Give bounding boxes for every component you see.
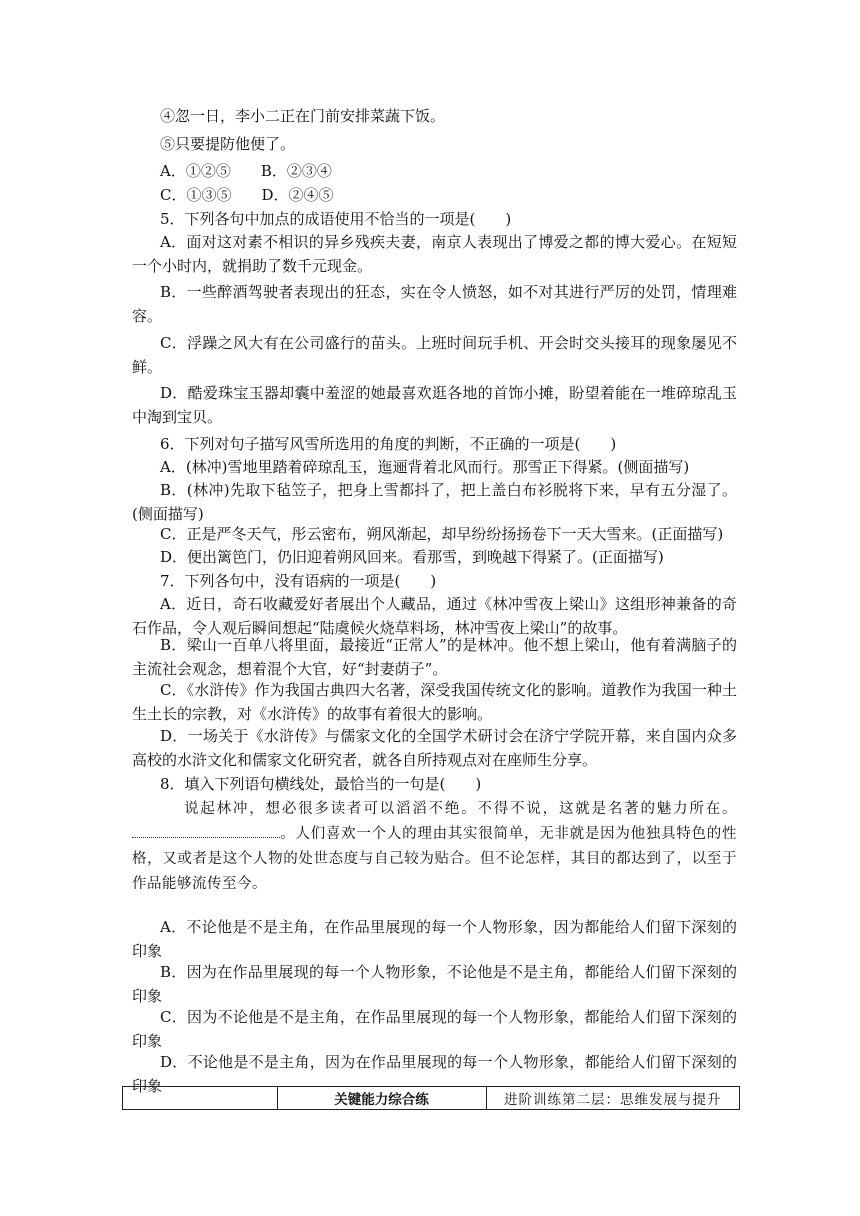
footer-level-label: 进阶训练第二层：思维发展与提升 [486,1087,739,1110]
q7-stem: 7．下列各句中，没有语病的一项是( ) [160,572,437,590]
q8-passage [132,797,737,897]
q8-option-d: D．不论他是不是主角，因为在作品里展现的每一个人物形象，都能给人们留下深刻的印象 [132,1053,737,1095]
q6-option-c: C．正是严冬天气，彤云密布，朔风渐起，却早纷纷扬扬卷下一天大雪来。(正面描写) [160,525,724,543]
q8-passage-start: 说起林冲，想必很多读者可以滔滔不绝。不得不说，这就是名著的魅力所在。 [184,801,737,817]
q6-option-d: D．便出篱笆门，仍旧迎着朔风回来。看那雪，到晚越下得紧了。(正面描写) [160,548,664,566]
q6-stem: 6．下列对句子描写风雪所选用的角度的判断，不正确的一项是( ) [160,435,617,453]
q5-stem: 5．下列各句中加点的成语使用不恰当的一项是( ) [160,210,512,228]
q7-option-a: A．近日，奇石收藏爱好者展出个人藏品，通过《林冲雪夜上梁山》这组形神兼备的奇石作品，令人观后瞬间想起“陆虞候火烧草料场，林冲雪夜上梁山”的故事。 [132,595,737,637]
q7-option-b: B．梁山一百单八将里面，最接近“正常人”的是林冲。他不想上梁山，他有着满脑子的主流社会观念，想着混个大官，好“封妻荫子”。 [132,636,737,678]
q8-option-a: A．不论他是不是主角，在作品里展现的每一个人物形象，因为都能给人们留下深刻的印象 [132,918,737,960]
q5-option-a: A．面对这对素不相识的异乡残疾夫妻，南京人表现出了博爱之都的博大爱心。在短短一个小时内，就捐助了数千元现金。 [132,233,737,275]
q4-option-cd: C．①③⑤ D．②④⑤ [160,186,334,204]
q8-stem: 8．填入下列语句横线处，最恰当的一句是( ) [160,775,482,793]
q8-option-c: C．因为不论他是不是主角，在作品里展现的每一个人物形象，都能给人们留下深刻的印象 [132,1008,737,1050]
q4-item-5: ⑤只要提防他便了。 [160,135,296,153]
q5-option-d: D．酷爱珠宝玉器却囊中羞涩的她最喜欢逛各地的首饰小摊，盼望着能在一堆碎琼乱玉中淘到宝贝。 [132,384,737,426]
q4-item-4: ④忽一日，李小二正在门前安排菜蔬下饭。 [160,107,446,125]
q6-option-a: A．(林冲)雪地里踏着碎琼乱玉，迤逦背着北风而行。那雪正下得紧。(侧面描写) [160,458,690,476]
q7-option-c: C．《水浒传》作为我国古典四大名著，深受我国传统文化的影响。道教作为我国一种土生土长的宗教，对《水浒传》的故事有着很大的影响。 [132,681,737,723]
section-footer-table [122,1086,740,1110]
q7-option-d: D．一场关于《水浒传》与儒家文化的全国学术研讨会在济宁学院开幕，来自国内众多高校的水浒文化和儒家文化研究者，就各自所持观点对在座师生分享。 [132,727,737,769]
q4-option-ab: A．①②⑤ B．②③④ [160,162,332,180]
q8-passage-end: 。人们喜欢一个人的理由其实很简单，无非就是因为他独具特色的性格，又或者是这个人物的处世态度与自己较为贴合。但不论怎样，其目的都达到了，以至于作品能够流传至今。 [132,826,737,892]
q8-option-b: B．因为在作品里展现的每一个人物形象，不论他是不是主角，都能给人们留下深刻的印象 [132,963,737,1005]
footer-section-title: 关键能力综合练 [277,1087,486,1110]
q6-option-b: B．(林冲)先取下毡笠子，把身上雪都抖了，把上盖白布衫脱将下来，早有五分湿了。(侧面描写) [132,481,737,523]
q8-blank [132,823,280,838]
q5-option-b: B．一些醉酒驾驶者表现出的狂态，实在令人愤怒，如不对其进行严厉的处罚，情理难容。 [132,283,737,325]
q5-option-c: C．浮躁之风大有在公司盛行的苗头。上班时间玩手机、开会时交头接耳的现象屡见不鲜。 [132,334,737,376]
footer-cell-empty [123,1087,278,1110]
